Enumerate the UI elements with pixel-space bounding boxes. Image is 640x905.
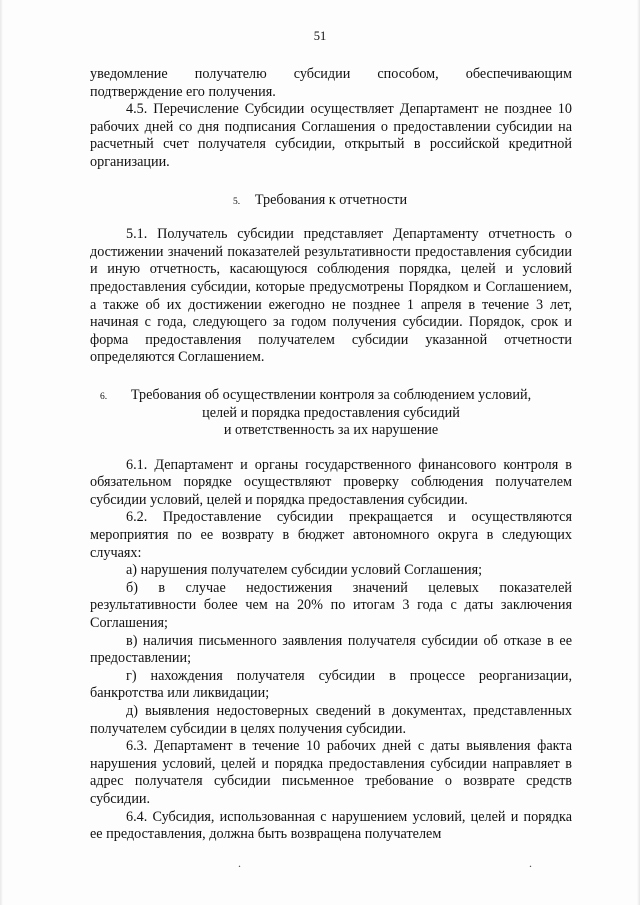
paragraph-6-3: 6.3. Департамент в течение 10 рабочих дней с даты выявления факта нарушения условий, целей и порядка предоставления субсидии направляет в адрес получателя субсидии письменное требование о возврате средств субсидии. <box>90 738 572 807</box>
paragraph-continuation: уведомление получателю субсидии способом, обеспечивающим подтверждение его получения. <box>90 66 572 100</box>
paragraph-6-1: 6.1. Департамент и органы государственного финансового контроля в обязательном порядке осуществляют проверку соблюдения получателем субсидии условий, целей и порядка предоставления субсидии. <box>90 456 572 508</box>
paragraph-4-5: 4.5. Перечисление Субсидии осуществляет Департамент не позднее 10 рабочих дней со дня подписания Соглашения о предоставлении субсидии на расчетный счет получателя субсидии, открытый в российской кредитной организации. <box>90 101 572 170</box>
section-5-number: 5. <box>233 196 241 207</box>
section-6-title-line1: Требования об осуществлении контроля за соблюдением условий, <box>130 386 532 403</box>
section-6-title-line2: целей и порядка предоставления субсидий <box>202 404 460 421</box>
list-item-a: а) нарушения получателем субсидии условий Соглашения; <box>126 562 483 579</box>
section-6-number: 6. <box>100 391 108 402</box>
paragraph-6-4: 6.4. Субсидия, использованная с нарушением условий, целей и порядка ее предоставления, должна быть возвращена получателем <box>90 808 572 843</box>
paragraph-5-1: 5.1. Получатель субсидии представляет Департаменту отчетность о достижении значений показателей результативности предоставления субсидии и иную отчетность, касающуюся соблюдения порядка, целей и условий предоставления субсидии, которые предусмотрены Порядком и Соглашением, а также об их достижении ежегодно не позднее 1 апреля в течение 3 лет, начиная с года, следующего за годом получения субсидии. Порядок, срок и форма предоставления получателем субсидии указанной отчетности определяются Соглашением. <box>90 226 572 366</box>
list-item-d: д) выявления недостоверных сведений в документах, представленных получателем субсидии в целях получения субсидии. <box>90 703 572 737</box>
document-body <box>90 66 572 844</box>
paragraph-6-2: 6.2. Предоставление субсидии прекращается и осуществляются мероприятия по ее возврату в бюджет автономного округа в следующих случаях: <box>90 509 572 561</box>
page-number: 51 <box>313 29 327 43</box>
footer-mark-left: . <box>238 856 241 870</box>
section-5-title: Требования к отчетности <box>254 191 408 208</box>
list-item-v: в) наличия письменного заявления получателя субсидии об отказе в ее предоставлении; <box>90 632 572 667</box>
scan-edge-left <box>0 0 3 905</box>
list-item-g: г) нахождения получателя субсидии в процессе реорганизации, банкротства или ликвидации; <box>90 667 572 702</box>
footer-mark-right: . <box>529 856 532 870</box>
list-item-b: б) в случае недостижения значений целевых показателей результативности более чем на 20% по итогам 3 года с даты заключения Соглашения; <box>90 579 572 632</box>
section-6-heading <box>90 387 572 440</box>
section-6-title-line3: и ответственность за их нарушение <box>223 422 439 439</box>
section-5-heading <box>90 192 572 210</box>
